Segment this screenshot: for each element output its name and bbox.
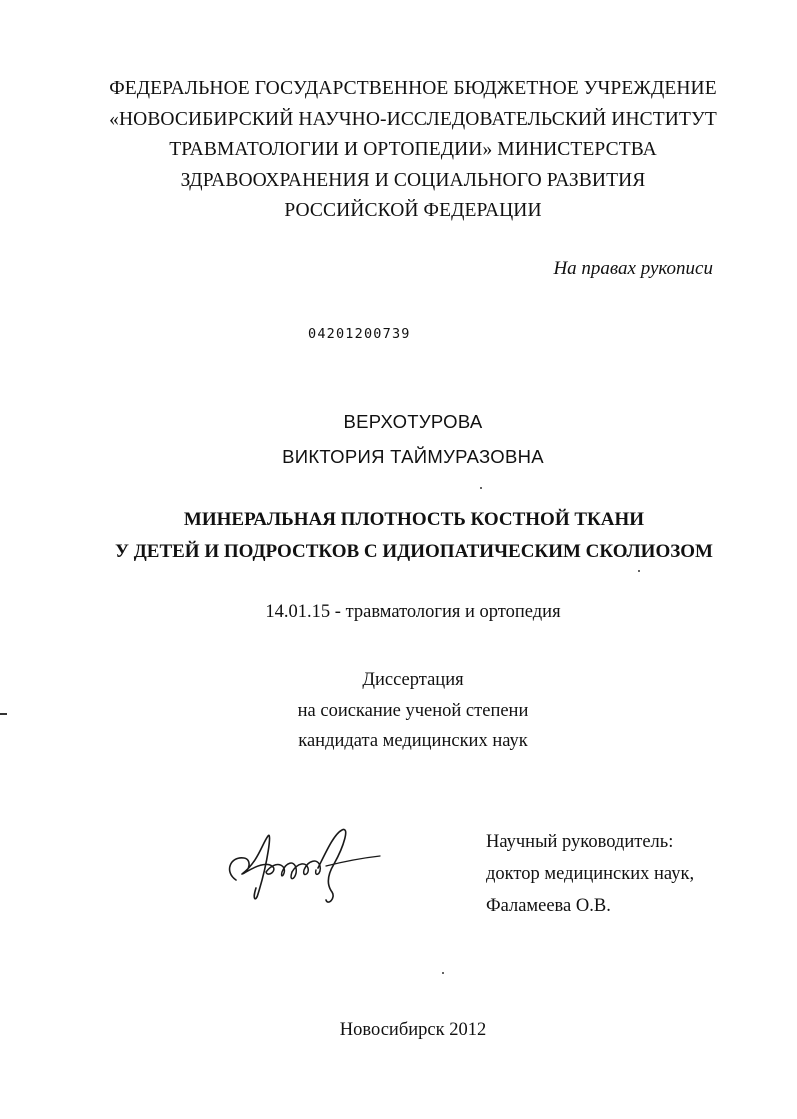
institution-name bbox=[0, 74, 797, 227]
degree-line: Диссертация bbox=[362, 670, 464, 690]
degree-line: кандидата медицинских наук bbox=[298, 731, 528, 751]
degree-line: на соискание ученой степени bbox=[297, 700, 529, 721]
supervisor-line: доктор медицинских наук, bbox=[486, 864, 695, 884]
author-name bbox=[0, 404, 797, 474]
manuscript-note: На правах рукописи bbox=[553, 258, 713, 279]
institution-line: ЗДРАВООХРАНЕНИЯ И СОЦИАЛЬНОГО РАЗВИТИЯ bbox=[180, 169, 646, 191]
institution-line: ФЕДЕРАЛЬНОЕ ГОСУДАРСТВЕННОЕ БЮДЖЕТНОЕ УЧРЕЖДЕНИЕ bbox=[109, 78, 717, 99]
supervisor-info bbox=[486, 826, 694, 922]
institution-line: «НОВОСИБИРСКИЙ НАУЧНО-ИССЛЕДОВАТЕЛЬСКИЙ ИНСТИТУТ bbox=[109, 108, 717, 130]
supervisor-line: Научный руководитель: bbox=[486, 832, 674, 852]
supervisor-line: Фаламеева О.В. bbox=[486, 896, 611, 916]
institution-line: РОССИЙСКОЙ ФЕДЕРАЦИИ bbox=[284, 200, 542, 221]
city-and-year: Новосибирск 2012 bbox=[339, 1020, 487, 1040]
scan-edge-mark bbox=[0, 713, 7, 715]
title-line: МИНЕРАЛЬНАЯ ПЛОТНОСТЬ КОСТНОЙ ТКАНИ bbox=[183, 509, 645, 530]
institution-line: ТРАВМАТОЛОГИИ И ОРТОПЕДИИ» МИНИСТЕРСТВА bbox=[169, 139, 657, 160]
title-line: У ДЕТЕЙ И ПОДРОСТКОВ С ИДИОПАТИЧЕСКИМ СКОЛИОЗОМ bbox=[115, 541, 713, 562]
dissertation-title bbox=[0, 504, 797, 568]
specialty-code: 14.01.15 - травматология и ортопедия bbox=[265, 602, 561, 622]
scan-speck bbox=[442, 972, 444, 974]
scan-speck bbox=[480, 487, 482, 489]
author-surname: ВЕРХОТУРОВА bbox=[343, 411, 483, 432]
scan-speck bbox=[638, 570, 640, 572]
catalog-code: 04201200739 bbox=[308, 326, 411, 342]
author-given-names: ВИКТОРИЯ ТАЙМУРАЗОВНА bbox=[282, 446, 544, 467]
degree-statement bbox=[0, 665, 797, 757]
author-signature bbox=[222, 822, 382, 912]
